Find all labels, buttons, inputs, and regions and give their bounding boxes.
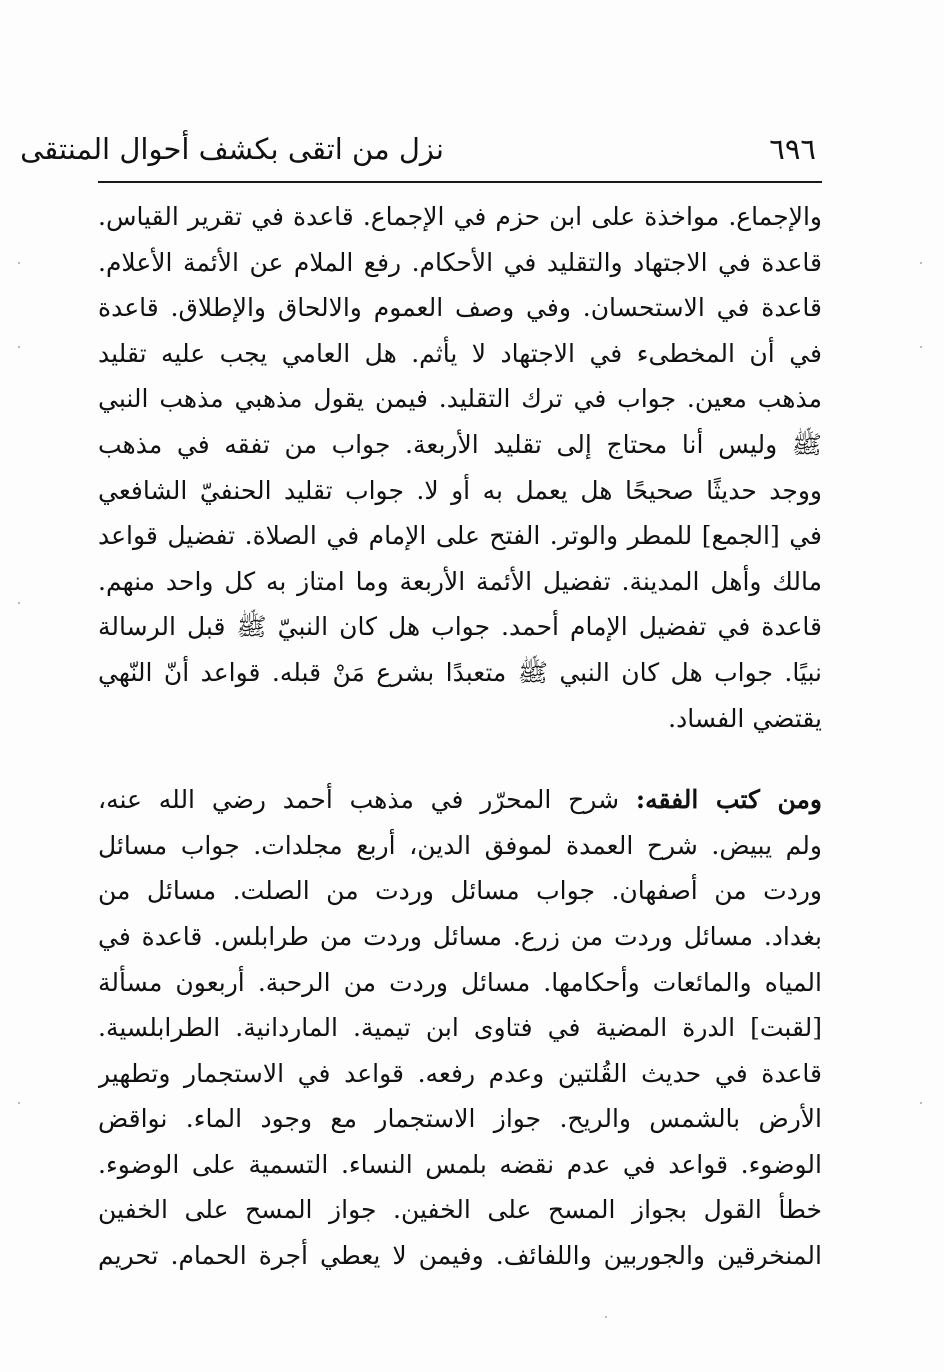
- paragraph-2: [98, 777, 822, 1279]
- running-title: نزل من اتقى بكشف أحوال المنتقى: [20, 132, 444, 166]
- text-line: في [الجمع] للمطر والوتر. الفتح على الإمام في الصلاة. تفضيل قواعد: [98, 521, 822, 551]
- scan-speck: [18, 346, 20, 348]
- text-line: قاعدة في حديث القُلتين وعدم رفعه. قواعد في الاستجمار وتطهير: [98, 1058, 822, 1088]
- scan-speck: [18, 262, 20, 264]
- scan-speck: [920, 346, 922, 348]
- text-line: ولم يبيض. شرح العمدة لموفق الدين، أربع مجلدات. جواب مسائل: [98, 830, 822, 860]
- text-line: الوضوء. قواعد في عدم نقضه بلمس النساء. التسمية على الوضوء.: [98, 1149, 822, 1179]
- text-line: وردت من أصفهان. جواب مسائل وردت من الصلت. مسائل من: [98, 876, 822, 906]
- text-line: ﷺ وليس أنا محتاج إلى تقليد الأربعة. جواب من تفقه في مذهب: [98, 429, 822, 459]
- text-line: يقتضي الفساد.: [668, 703, 822, 733]
- text-line: في أن المخطىء في الاجتهاد لا يأثم. هل العامي يجب عليه تقليد: [98, 338, 822, 368]
- header-divider: [98, 181, 822, 183]
- text-line: قاعدة في تفضيل الإمام أحمد. جواب هل كان النبيّ ﷺ قبل الرسالة: [98, 612, 822, 642]
- scan-speck: [605, 1316, 607, 1318]
- text-line: قاعدة في الاجتهاد والتقليد في الأحكام. رفع الملام عن الأئمة الأعلام.: [98, 247, 822, 277]
- scan-speck: [18, 602, 20, 604]
- text-line: بغداد. مسائل وردت من زرع. مسائل وردت من طرابلس. قاعدة في: [98, 921, 822, 951]
- scan-speck: [920, 262, 922, 264]
- page-body: [98, 194, 822, 1279]
- text-run: شرح المحرّر في مذهب أحمد رضي الله عنه،: [98, 785, 636, 815]
- text-line: المنخرقين والجوربين واللفائف. وفيمن لا يعطي أجرة الحمام. تحريم: [98, 1241, 822, 1271]
- scan-speck: [920, 1102, 922, 1104]
- page-number: ٦٩٦: [769, 132, 816, 166]
- text-line: [لقبت] الدرة المضية في فتاوى ابن تيمية. الماردانية. الطرابلسية.: [98, 1013, 822, 1043]
- paragraph-1: [98, 194, 822, 741]
- section-lead: ومن كتب الفقه:: [635, 785, 822, 815]
- text-line: مالك وأهل المدينة. تفضيل الأئمة الأربعة وما امتاز به كل واحد منهم.: [98, 566, 822, 596]
- text-line: مذهب معين. جواب في ترك التقليد. فيمن يقول مذهبي مذهب النبي: [98, 384, 822, 414]
- text-line: خطأ القول بجواز المسح على الخفين. جواز المسح على الخفين: [98, 1195, 822, 1225]
- text-line-with-heading: [98, 777, 822, 823]
- text-line: نبيًا. جواب هل كان النبي ﷺ متعبدًا بشرع مَنْ قبله. قواعد أنّ النّهي: [98, 657, 822, 687]
- text-line: والإجماع. مواخذة على ابن حزم في الإجماع. قاعدة في تقرير القياس.: [98, 202, 822, 231]
- text-line: الأرض بالشمس والريح. جواز الاستجمار مع وجود الماء. نواقض: [98, 1104, 822, 1134]
- text-line: قاعدة في الاستحسان. وفي وصف العموم والالحاق والإطلاق. قاعدة: [98, 293, 822, 323]
- paragraph-spacer: [98, 741, 822, 777]
- text-line: ووجد حديثًا صحيحًا هل يعمل به أو لا. جواب تقليد الحنفيّ الشافعي: [98, 475, 822, 505]
- scan-speck: [18, 1102, 20, 1104]
- running-header: [20, 128, 822, 180]
- text-line: المياه والمائعات وأحكامها. مسائل وردت من الرحبة. أربعون مسألة: [98, 967, 822, 997]
